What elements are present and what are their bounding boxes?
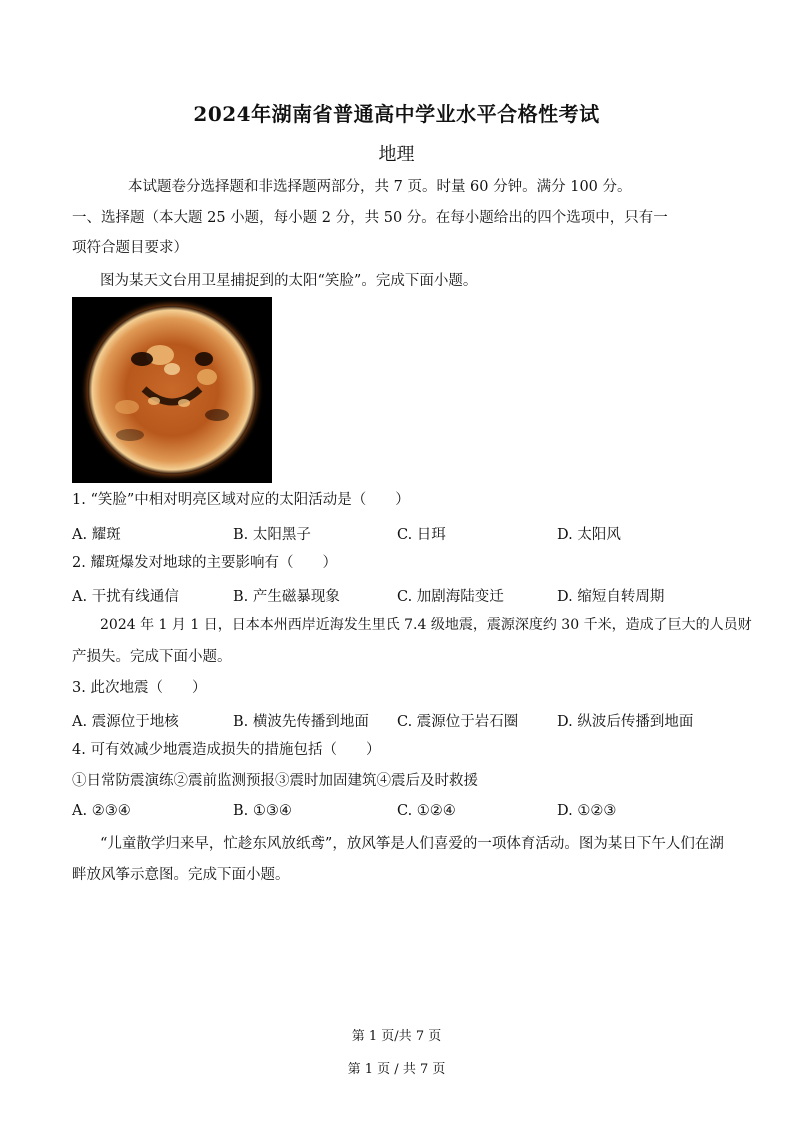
q2-option-a[interactable]: A. 干扰有线通信: [72, 589, 179, 605]
q4-option-a[interactable]: A. ②③④: [72, 803, 131, 819]
stem-kite: “儿童散学归来早，忙趁东风放纸鸢”，放风筝是人们喜爱的一项体育活动。图为某日下午人们在湖: [100, 836, 724, 852]
question-4: 4. 可有效减少地震造成损失的措施包括（ ）: [72, 742, 381, 758]
q4-option-d[interactable]: D. ①②③: [557, 803, 617, 819]
exam-title: 2024年湖南省普通高中学业水平合格性考试: [193, 102, 600, 126]
question-1: 1. “笑脸”中相对明亮区域对应的太阳活动是（ ）: [72, 492, 410, 508]
page-footer-inner: 第 1 页/共 7 页: [351, 1029, 442, 1044]
q2-option-d[interactable]: D. 缩短自转周期: [557, 589, 665, 605]
stem-earthquake-cont: 产损失。完成下面小题。: [72, 649, 232, 665]
q4-option-c[interactable]: C. ①②④: [397, 803, 456, 819]
stem-kite-cont: 畔放风筝示意图。完成下面小题。: [72, 867, 290, 883]
q2-option-c[interactable]: C. 加剧海陆变迁: [397, 589, 504, 605]
q3-option-a[interactable]: A. 震源位于地核: [72, 714, 179, 730]
subject-title: 地理: [378, 144, 415, 165]
q1-option-a[interactable]: A. 耀斑: [72, 527, 121, 543]
stem-sun: 图为某天文台用卫星捕捉到的太阳“笑脸”。完成下面小题。: [100, 273, 478, 289]
q3-option-c[interactable]: C. 震源位于岩石圈: [397, 714, 519, 730]
section-heading: 一、选择题（本大题 25 小题，每小题 2 分，共 50 分。在每小题给出的四个选项中，只有一: [72, 210, 668, 226]
page-footer: 第 1 页 / 共 7 页: [347, 1062, 446, 1077]
q1-option-d[interactable]: D. 太阳风: [557, 527, 621, 543]
exam-intro: 本试题卷分选择题和非选择题两部分，共 7 页。时量 60 分钟。满分 100 分。: [128, 179, 632, 195]
question-2: 2. 耀斑爆发对地球的主要影响有（ ）: [72, 555, 337, 571]
sun-smile-photo: [72, 297, 272, 483]
q4-statements: ①日常防震演练②震前监测预报③震时加固建筑④震后及时救援: [72, 773, 478, 789]
q3-option-b[interactable]: B. 横波先传播到地面: [233, 714, 369, 730]
q1-option-b[interactable]: B. 太阳黑子: [233, 527, 311, 543]
q1-option-c[interactable]: C. 日珥: [397, 527, 446, 543]
q2-option-b[interactable]: B. 产生磁暴现象: [233, 589, 340, 605]
q4-option-b[interactable]: B. ①③④: [233, 803, 292, 819]
q3-option-d[interactable]: D. 纵波后传播到地面: [557, 714, 694, 730]
stem-earthquake: 2024 年 1 月 1 日，日本本州西岸近海发生里氏 7.4 级地震，震源深度约 30 千米，造成了巨大的人员财: [100, 617, 752, 633]
section-heading-cont: 项符合题目要求）: [72, 240, 188, 256]
question-3: 3. 此次地震（ ）: [72, 680, 207, 696]
